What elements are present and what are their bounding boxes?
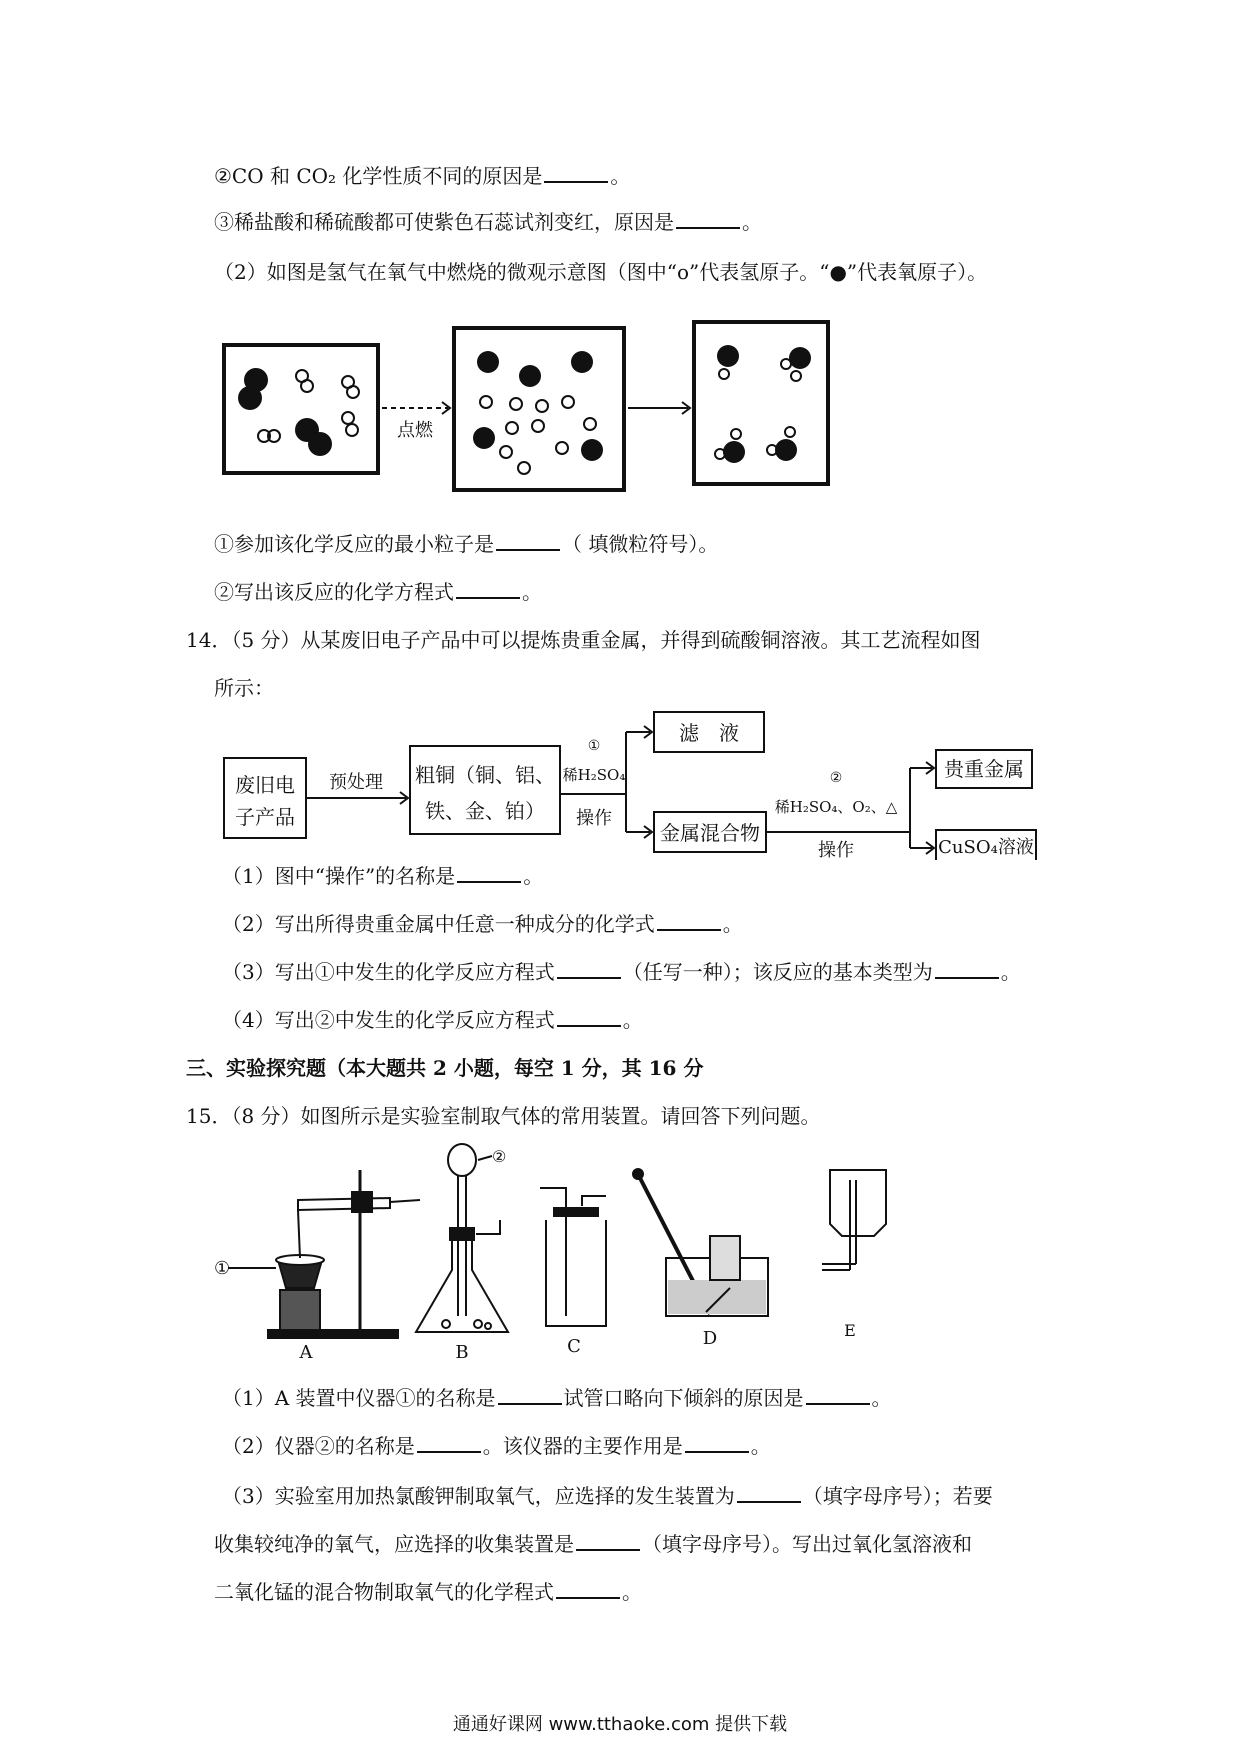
answer-blank[interactable]: [557, 959, 621, 979]
oxygen-atom: [477, 351, 499, 373]
hydrogen-combustion-diagram: [220, 320, 1080, 500]
svg-text:金属混合物: 金属混合物: [660, 821, 760, 845]
answer-blank[interactable]: [557, 1007, 621, 1027]
q14-intro-line2: 所示：: [214, 676, 274, 700]
svg-text:①: ①: [587, 738, 601, 754]
answer-blank[interactable]: [935, 959, 999, 979]
q15-s3-line1: （3）实验室用加热氯酸钾制取氧气，应选择的发生装置为 （填字母序号）；若要: [222, 1484, 993, 1508]
q14-s2: （2）写出所得贵重金属中任意一种成分的化学式 。: [222, 912, 743, 936]
q13-part2: （2）如图是氢气在氧气中燃烧的微观示意图（图中“o”代表氢原子。“●”代表氧原子）。: [214, 260, 988, 284]
svg-text:粗铜（铜、铝、: 粗铜（铜、铝、: [415, 763, 555, 787]
answer-blank[interactable]: [498, 1385, 562, 1405]
apparatus-c: [540, 1188, 606, 1326]
lab-apparatus-figure: [210, 1140, 1010, 1360]
answer-blank[interactable]: [676, 209, 740, 229]
apparatus-d: [633, 1169, 768, 1316]
answer-blank[interactable]: [456, 579, 520, 599]
q15-s3-line2: 收集较纯净的氧气，应选择的收集装置是 （填字母序号）。写出过氧化氢溶液和: [214, 1532, 972, 1556]
oxygen-atom: [717, 345, 739, 367]
page-footer: 通通好课网 www.tthaoke.com 提供下载: [452, 1714, 788, 1735]
answer-blank[interactable]: [496, 531, 560, 551]
answer-blank[interactable]: [544, 163, 608, 183]
apparatus-b: [416, 1144, 508, 1332]
label-e: E: [844, 1321, 856, 1340]
oxygen-atom: [473, 427, 495, 449]
answer-blank[interactable]: [737, 1483, 801, 1503]
svg-text:稀H₂SO₄、O₂、△: 稀H₂SO₄、O₂、△: [774, 798, 898, 816]
svg-text:废旧电: 废旧电: [235, 773, 295, 797]
svg-text:铁、金、铂）: 铁、金、铂）: [425, 799, 545, 823]
oxygen-atom: [723, 441, 745, 463]
oxygen-atom: [571, 351, 593, 373]
q14-s3: （3）写出①中发生的化学反应方程式 （任写一种）；该反应的基本类型为 。: [222, 960, 1021, 984]
q15-s3-line3: 二氧化锰的混合物制取氧气的化学程式 。: [214, 1580, 642, 1604]
svg-text:CuSO₄溶液: CuSO₄溶液: [938, 837, 1034, 858]
oxygen-atom: [775, 439, 797, 461]
oxygen-atom: [308, 432, 332, 456]
q13-sub3: ③稀盐酸和稀硫酸都可使紫色石蕊试剂变红，原因是 。: [214, 210, 762, 234]
svg-text:滤 液: 滤 液: [679, 721, 739, 745]
answer-blank[interactable]: [576, 1531, 640, 1551]
q15-s1: （1）A 装置中仪器①的名称是 试管口略向下倾斜的原因是 。: [222, 1386, 892, 1410]
q14-s4: （4）写出②中发生的化学反应方程式 。: [222, 1008, 643, 1032]
marker-1: ①: [214, 1258, 231, 1279]
q15-intro: 15．（8 分）如图所示是实验室制取气体的常用装置。请回答下列问题。: [186, 1104, 821, 1128]
svg-text:操作: 操作: [818, 840, 854, 860]
svg-text:子产品: 子产品: [235, 805, 295, 829]
label-a: A: [299, 1342, 313, 1360]
answer-blank[interactable]: [806, 1385, 870, 1405]
svg-text:贵重金属: 贵重金属: [944, 757, 1024, 781]
oxygen-atom: [789, 347, 811, 369]
q15-s2: （2）仪器②的名称是 。该仪器的主要作用是 。: [222, 1434, 771, 1458]
q14-intro-line1: 14．（5 分）从某废旧电子产品中可以提炼贵重金属，并得到硫酸铜溶液。其工艺流程如图: [186, 628, 981, 652]
oxygen-atom: [238, 386, 262, 410]
oxygen-atom: [581, 439, 603, 461]
apparatus-e: [822, 1170, 886, 1270]
products-panel: [694, 322, 828, 484]
q13-sub2: ②CO 和 CO₂ 化学性质不同的原因是 。: [214, 164, 631, 188]
answer-blank[interactable]: [457, 863, 521, 883]
answer-blank[interactable]: [417, 1433, 481, 1453]
label-c: C: [567, 1336, 581, 1357]
marker-2: ②: [492, 1147, 507, 1166]
q13-q1: ①参加该化学反应的最小粒子是 （ 填微粒符号）。: [214, 532, 719, 556]
svg-text:操作: 操作: [576, 808, 612, 829]
section-heading: 三、实验探究题（本大题共 2 小题，每空 1 分，其 16 分: [186, 1056, 704, 1080]
arrow-label-pretreat: 预处理: [329, 772, 383, 793]
svg-text:稀H₂SO₄: 稀H₂SO₄: [562, 766, 626, 784]
answer-blank[interactable]: [556, 1579, 620, 1599]
apparatus-a: [228, 1170, 420, 1338]
process-flow-diagram: [210, 700, 1170, 860]
intermediate-panel: [454, 328, 624, 490]
arrow-label-ignite: 点燃: [397, 420, 433, 441]
label-b: B: [455, 1342, 469, 1360]
q14-s1: （1）图中“操作”的名称是 。: [222, 864, 544, 888]
oxygen-atom: [519, 365, 541, 387]
label-d: D: [702, 1328, 718, 1349]
svg-text:②: ②: [829, 770, 843, 786]
q13-q2: ②写出该反应的化学方程式 。: [214, 580, 542, 604]
answer-blank[interactable]: [685, 1433, 749, 1453]
answer-blank[interactable]: [657, 911, 721, 931]
